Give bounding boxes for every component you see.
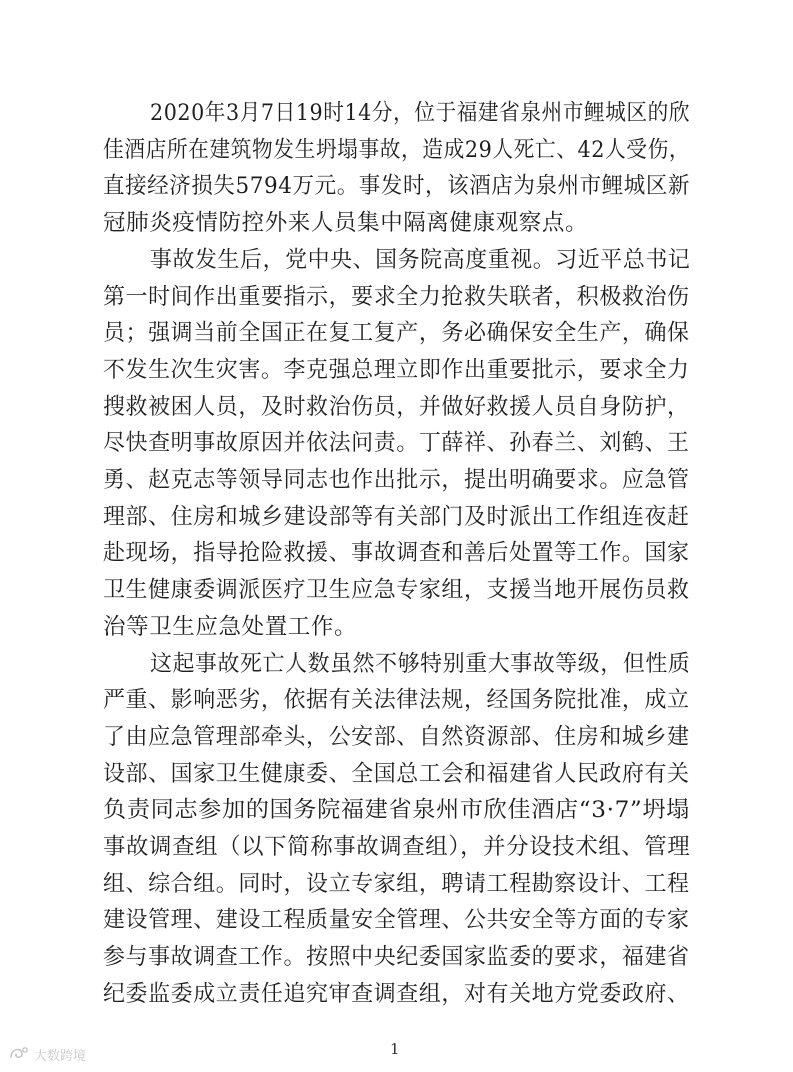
text-line: 纪委监委成立责任追究审查调查组，对有关地方党委政府、 <box>103 980 690 1007</box>
text-line: 严重、影响恶劣，依据有关法律法规，经国务院批准，成立 <box>103 687 690 714</box>
text-line: 设部、国家卫生健康委、全国总工会和福建省人民政府有关 <box>103 760 690 787</box>
text-line: 赴现场，指导抢险救援、事故调查和善后处置等工作。国家 <box>103 540 690 567</box>
text-line: 2020年3月7日19时14分，位于福建省泉州市鲤城区的欣 <box>150 100 691 126</box>
text-line: 冠肺炎疫情防控外来人员集中隔离健康观察点。 <box>103 210 589 237</box>
watermark-text: 大数跨境 <box>34 1048 87 1064</box>
text-line: 治等卫生应急处置工作。 <box>103 613 358 640</box>
text-line: 尽快查明事故原因并依法问责。丁薛祥、孙春兰、刘鹤、王 <box>103 430 690 457</box>
text-line: 负责同志参加的国务院福建省泉州市欣佳酒店“3·7”坍塌 <box>103 797 690 824</box>
page-number: 1 <box>390 1040 400 1058</box>
text-line: 卫生健康委调派医疗卫生应急专家组，支援当地开展伤员救 <box>103 577 690 604</box>
text-line: 直接经济损失5794万元。事发时，该酒店为泉州市鲤城区新 <box>103 173 691 200</box>
watermark <box>8 1043 86 1065</box>
text-line: 这起事故死亡人数虽然不够特别重大事故等级，但性质 <box>150 650 691 677</box>
text-line: 理部、住房和城乡建设部等有关部门及时派出工作组连夜赶 <box>103 503 690 530</box>
text-line: 事故发生后，党中央、国务院高度重视。习近平总书记 <box>150 246 691 273</box>
text-line: 建设管理、建设工程质量安全管理、公共安全等方面的专家 <box>103 907 690 934</box>
text-line: 不发生次生灾害。李克强总理立即作出重要批示，要求全力 <box>103 356 690 383</box>
text-line: 员；强调当前全国正在复工复产，务必确保安全生产，确保 <box>103 320 690 347</box>
text-line: 勇、赵克志等领导同志也作出批示，提出明确要求。应急管 <box>103 467 690 493</box>
text-line: 参与事故调查工作。按照中央纪委国家监委的要求，福建省 <box>103 944 690 971</box>
text-line: 第一时间作出重要指示，要求全力抢救失联者，积极救治伤 <box>103 283 690 310</box>
text-line: 搜救被困人员，及时救治伤员，并做好救援人员自身防护， <box>103 393 690 420</box>
text-line: 事故调查组（以下简称事故调查组），并分设技术组、管理 <box>103 834 691 860</box>
text-line: 了由应急管理部牵头，公安部、自然资源部、住房和城乡建 <box>103 723 690 750</box>
logo-swirl-icon <box>8 1045 30 1063</box>
text-line: 佳酒店所在建筑物发生坍塌事故，造成29人死亡、42人受伤， <box>103 136 691 163</box>
text-line: 组、综合组。同时，设立专家组，聘请工程勘察设计、工程 <box>103 870 690 897</box>
